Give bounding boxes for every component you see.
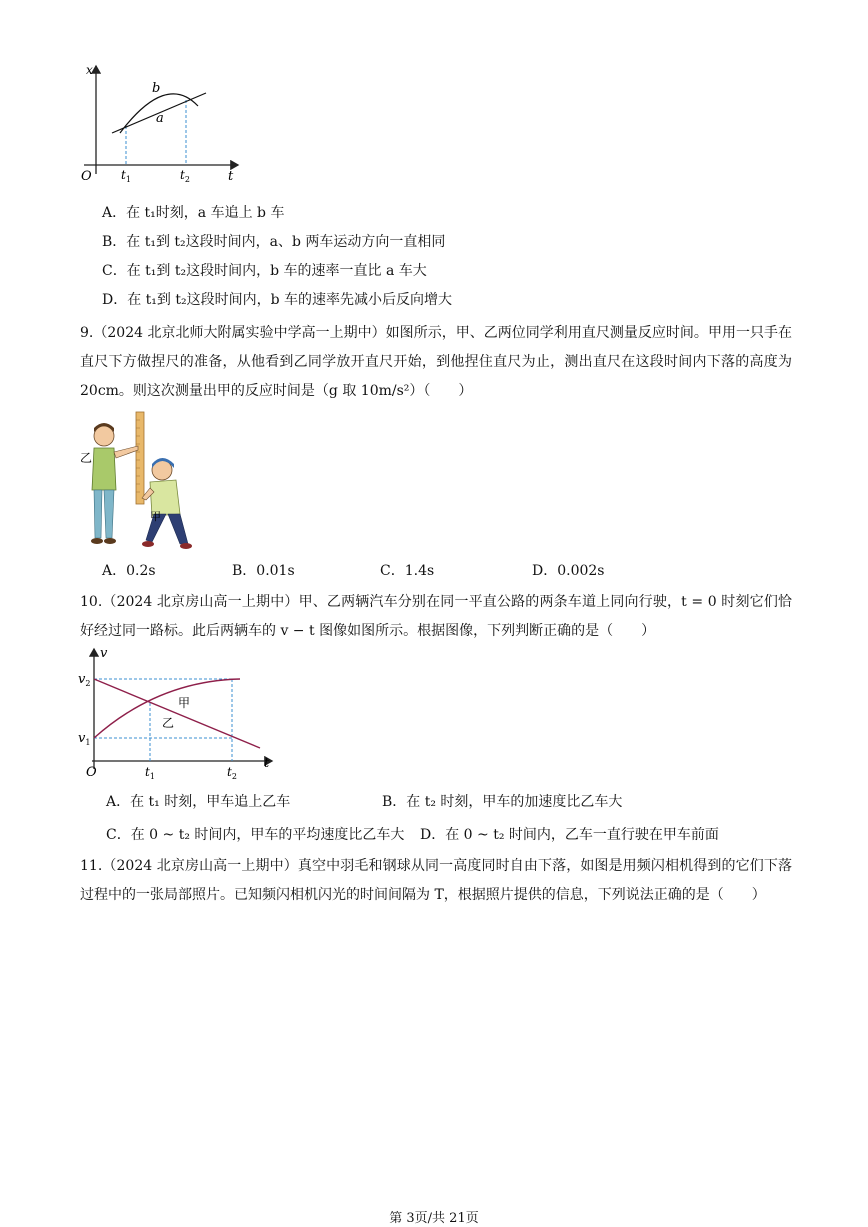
q8-xt-graph	[78, 62, 243, 187]
q9-option-c: C．1.4s	[380, 563, 435, 579]
label-yi: 乙	[80, 451, 93, 465]
q9-option-a: A．0.2s	[102, 563, 156, 579]
q9-option-d: D．0.002s	[532, 563, 605, 579]
q10-option-c: C．在 0 ~ t₂ 时间内，甲车的平均速度比乙车大	[106, 827, 405, 843]
q9-ruler-illustration	[80, 410, 200, 550]
q10-origin-label: O	[86, 765, 97, 780]
q10-label-yi: 乙	[162, 716, 175, 730]
q11-question-text: 11.（2024 北京房山高一上期中）真空中羽毛和钢球从同一高度同时自由下落，如图是用频闪相机得到的它们下落过程中的一张局部照片。已知频闪相机闪光的时间间隔为 T，根据照片提供的信息，下列说法正确的是（ ）	[80, 858, 792, 903]
q10-t1-label: $t_1$	[145, 765, 155, 780]
q8-option-d: D．在 t₁到 t₂这段时间内，b 车的速率先减小后反向增大	[102, 292, 453, 308]
ruler	[136, 412, 144, 504]
q8-option-c: C．在 t₁到 t₂这段时间内，b 车的速率一直比 a 车大	[102, 263, 427, 279]
label-jia: 甲	[150, 510, 161, 523]
q10-v2-label: $v_2$	[78, 672, 91, 688]
q8-option-b: B．在 t₁到 t₂这段时间内，a、b 两车运动方向一直相同	[102, 234, 446, 250]
q10-axis-v-label: v	[100, 646, 108, 661]
q10-label-jia: 甲	[178, 696, 191, 710]
q10-vt-graph	[78, 645, 278, 780]
q10-question-text: 10.（2024 北京房山高一上期中）甲、乙两辆汽车分别在同一平直公路的两条车道上同向行驶，t = 0 时刻它们恰好经过同一路标。此后两辆车的 v − t 图像如图所示。根据图像，下列判断正确的是（ ）	[80, 594, 792, 639]
q8-axis-x-label: x	[86, 63, 93, 77]
q10-option-a: A．在 t₁ 时刻，甲车追上乙车	[106, 794, 291, 810]
q8-label-b: b	[152, 81, 161, 96]
person-yi-head	[94, 426, 114, 446]
q8-option-a: A．在 t₁时刻，a 车追上 b 车	[102, 205, 285, 221]
q10-t2-label: $t_2$	[227, 765, 237, 780]
q10-v1-label: $v_1$	[78, 731, 91, 747]
q10-axis-t-label: t	[264, 756, 270, 771]
q10-option-b: B．在 t₂ 时刻，甲车的加速度比乙车大	[382, 794, 623, 810]
q9-option-b: B．0.01s	[232, 563, 295, 579]
q10-option-d: D．在 0 ~ t₂ 时间内，乙车一直行驶在甲车前面	[420, 827, 719, 843]
q9-question-text: 9.（2024 北京北师大附属实验中学高一上期中）如图所示，甲、乙两位同学利用直尺测量反应时间。甲用一只手在直尺下方做捏尺的准备，从他看到乙同学放开直尺开始，到他捏住直尺为止，测出直尺在这段时间内下落的高度为 20cm。则这次测量出甲的反应时间是（g 取 10m/s²）（ ）	[80, 325, 792, 399]
person-yi-body	[92, 448, 116, 490]
q8-t1-label: $t_1$	[121, 168, 131, 184]
q8-t2-label: $t_2$	[180, 168, 190, 184]
q8-origin-label: O	[81, 169, 92, 184]
q8-axis-t-label: t	[228, 169, 234, 184]
page-footer: 第 3页/共 21页	[389, 1211, 479, 1226]
q8-label-a: a	[156, 111, 164, 126]
